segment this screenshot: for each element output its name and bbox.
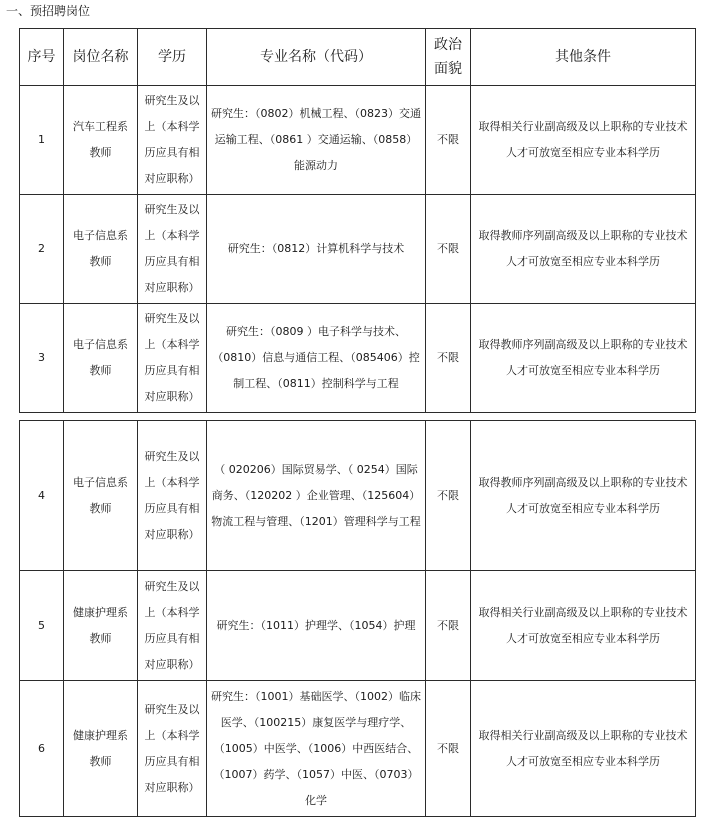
- table-row: [20, 304, 696, 413]
- cell-post: 健康护理系教师: [64, 681, 138, 817]
- cell-political: 不限: [426, 86, 471, 195]
- positions-table-part-1: [19, 28, 696, 413]
- cell-major: 研究生：（1011）护理学、（1054）护理: [207, 571, 426, 681]
- cell-post: 汽车工程系教师: [64, 86, 138, 195]
- cell-other: 取得教师序列副高级及以上职称的专业技术人才可放宽至相应专业本科学历: [471, 421, 696, 571]
- cell-other: 取得相关行业副高级及以上职称的专业技术人才可放宽至相应专业本科学历: [471, 681, 696, 817]
- cell-education: 研究生及以上（本科学历应具有相对应职称）: [138, 571, 207, 681]
- section-heading: 一、预招聘岗位: [6, 4, 91, 18]
- table-row: [20, 681, 696, 817]
- header-other: 其他条件: [471, 29, 696, 86]
- cell-major: 研究生：（0812）计算机科学与技术: [207, 195, 426, 304]
- header-no: 序号: [20, 29, 64, 86]
- cell-other: 取得教师序列副高级及以上职称的专业技术人才可放宽至相应专业本科学历: [471, 195, 696, 304]
- cell-education: 研究生及以上（本科学历应具有相对应职称）: [138, 86, 207, 195]
- cell-major: 研究生：（0802）机械工程、（0823）交通运输工程、（0861 ）交通运输、（0858） 能源动力: [207, 86, 426, 195]
- header-political: 政治面貌: [426, 29, 471, 86]
- header-education: 学历: [138, 29, 207, 86]
- header-major: 专业名称（代码）: [207, 29, 426, 86]
- cell-no: 4: [20, 421, 64, 571]
- cell-political: 不限: [426, 421, 471, 571]
- cell-political: 不限: [426, 681, 471, 817]
- cell-education: 研究生及以上（本科学历应具有相对应职称）: [138, 304, 207, 413]
- cell-political: 不限: [426, 304, 471, 413]
- cell-no: 5: [20, 571, 64, 681]
- cell-no: 1: [20, 86, 64, 195]
- cell-post: 电子信息系教师: [64, 195, 138, 304]
- cell-no: 2: [20, 195, 64, 304]
- cell-post: 电子信息系教师: [64, 421, 138, 571]
- cell-education: 研究生及以上（本科学历应具有相对应职称）: [138, 195, 207, 304]
- cell-post: 电子信息系教师: [64, 304, 138, 413]
- cell-major: 研究生：（0809 ）电子科学与技术、（0810）信息与通信工程、（085406）控制工程、（0811）控制科学与工程: [207, 304, 426, 413]
- cell-major: 研究生：（1001）基础医学、（1002）临床医学、（100215）康复医学与理疗学、（1005）中医学、（1006）中西医结合、（1007）药学、（1057）中医、（0703）化学: [207, 681, 426, 817]
- table-row: [20, 86, 696, 195]
- cell-post: 健康护理系教师: [64, 571, 138, 681]
- table-row: [20, 195, 696, 304]
- table-row: [20, 421, 696, 571]
- cell-other: 取得相关行业副高级及以上职称的专业技术人才可放宽至相应专业本科学历: [471, 86, 696, 195]
- positions-table-part-2: [19, 420, 696, 817]
- cell-major: （ 020206）国际贸易学、（ 0254）国际商务、（120202 ）企业管理、（125604）物流工程与管理、（1201）管理科学与工程: [207, 421, 426, 571]
- cell-other: 取得教师序列副高级及以上职称的专业技术人才可放宽至相应专业本科学历: [471, 304, 696, 413]
- cell-no: 3: [20, 304, 64, 413]
- cell-other: 取得相关行业副高级及以上职称的专业技术人才可放宽至相应专业本科学历: [471, 571, 696, 681]
- cell-education: 研究生及以上（本科学历应具有相对应职称）: [138, 421, 207, 571]
- cell-education: 研究生及以上（本科学历应具有相对应职称）: [138, 681, 207, 817]
- table-row: [20, 571, 696, 681]
- cell-no: 6: [20, 681, 64, 817]
- table-header-row: [20, 29, 696, 86]
- cell-political: 不限: [426, 195, 471, 304]
- header-post: 岗位名称: [64, 29, 138, 86]
- cell-political: 不限: [426, 571, 471, 681]
